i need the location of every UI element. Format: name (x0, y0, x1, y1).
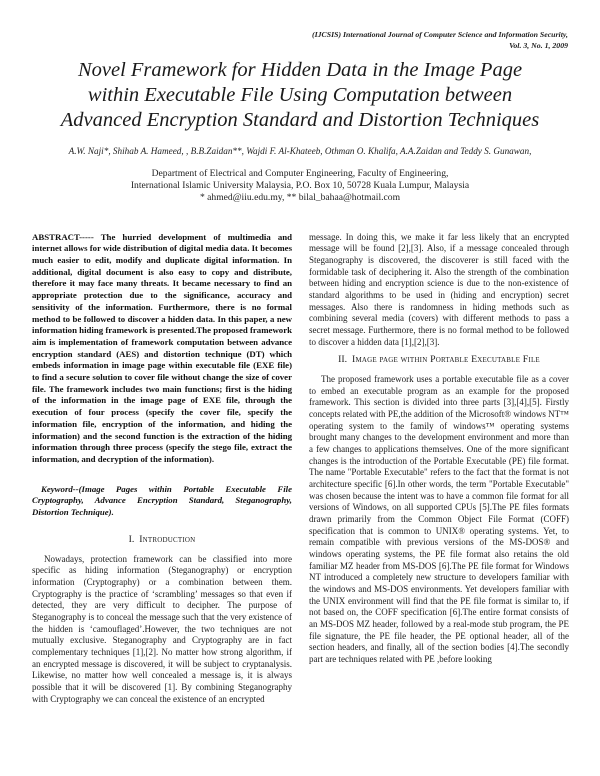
section-title: Introduction (139, 533, 196, 545)
affiliation-department: Department of Electrical and Computer Engineering, Faculty of Engineering, (151, 168, 449, 179)
affiliation-university: International Islamic University Malaysia, P.O. Box 10, 50728 Kuala Lumpur, Malaysia (130, 180, 470, 192)
journal-header (32, 30, 568, 51)
introduction-paragraph-continued: message. In doing this, we make it far less likely that an encrypted message will be found [2],[3]. Also, if a message concealed through Steganography is discovered, the discoverer is still faced with the formidable task of deciphering it. Also the strength of the combination between hiding and encryption science is due to the non-existence of standard algorithms to be used in (hiding and encryption) secret messages. Also there is randomness in hiding methods such as combining several media (covers) with different methods to pass a secret message. Furthermore, there is no formal method to be followed to discover a hidden data [1],[2],[3]. (309, 231, 569, 347)
abstract-text: The hurried development of multimedia and internet allows for wide distribution of digital media data. It becomes much easier to edit, modify and duplicate digital information. In additional, digital document is also easy to copy and distribute, therefore it may face many threats. It became necessary to find an appropriate protection due to the significance, accuracy and sensitivity of the information. Furthermore, there is no formal method to be followed to discover a hidden data. In this paper, a new information hiding framework is presented.The proposed framework aim is implementation of framework computation between advance encryption standard (AES) and distortion technique (DT) which embeds information in image page within executable file (EXE file) to find a secure solution to cover file without change the size of cover file. The framework includes two main functions; first is the hiding of the information in the image page of EXE file, through the execution of four process (specify the cover file, specify the information file, encryption of the information, and hiding the information) and the second function is the extraction of the hiding information through three process (specify the stego file, extract the information, and decryption of the information). (32, 231, 293, 464)
section-number: I. (128, 533, 135, 545)
two-column-body (32, 232, 568, 706)
image-page-paragraph: The proposed framework uses a portable executable file as a cover to embed an executable program as an example for the proposed framework. This section is divided into three parts [3],[4],[5]. Firstly concepts related with PE,the addition of the Microsoft® windows NT™ operating system to the family of windows™ operating systems brought many changes to the development environment and more than a few changes to applications themselves. One of the more significant changes is the introduction of the Portable Executable (PE) file format. The name "Portable Executable" refers to the fact that the format is not architecture specific [6].In other words, the term "Portable Executable" was chosen because the intent was to have a common file format for all versions of Windows, on all supported CPUs [5].The PE files formats drawn primarily from the Common Object File Format (COFF) specification that is common to UNIX® operating systems. Yet, to remain compatible with previous versions of the MS-DOS® and windows operating systems, the PE file format also retains the old familiar MZ header from MS-DOS [6].The PE file format for Windows NT introduced a completely new structure to developers familiar with the windows and MS-DOS environments. Yet developers familiar with the UNIX environment will find that the PE file format is similar to, if not based on, the COFF specification [6].The entire format consists of an MS-DOS MZ header, followed by a real-mode stub program, the PE file signature, the PE file header, the PE optional header, all of the section headers, and finally, all of the section bodies [4].The secondly part are techniques related with PE ,before looking (309, 374, 569, 664)
right-column (309, 232, 569, 706)
abstract-label: ABSTRACT----- (32, 231, 94, 242)
journal-name: (IJCSIS) International Journal of Computer Science and Information Security, (312, 30, 568, 39)
section-heading-introduction (32, 534, 292, 545)
section-heading-image-page (309, 354, 569, 365)
abstract-paragraph (32, 232, 292, 466)
section-number: II. (338, 354, 348, 366)
paper-title: Novel Framework for Hidden Data in the Image Page within Executable File Using Computation between Advanced Encryption Standard and Distortion Techniques (60, 59, 540, 131)
keywords-paragraph: Keyword--(Image Pages within Portable Executable File Cryptography, Advance Encryption Standard, Steganography, Distortion Technique). (32, 483, 292, 518)
authors-line: A.W. Naji*, Shihab A. Hameed, , B.B.Zaidan**, Wajdi F. Al-Khateeb, Othman O. Khalifa, A.A.Zaidan and Teddy S. Gunawan, (68, 146, 532, 156)
affiliation-emails: * ahmed@iiu.edu.my, ** bilal_bahaa@hotmail.com (199, 192, 401, 204)
affiliation-block (32, 168, 568, 205)
section-title: Image page within Portable Executable File (351, 354, 540, 366)
journal-volume-issue: Vol. 3, No. 1, 2009 (509, 40, 568, 50)
introduction-paragraph-left: Nowadays, protection framework can be classified into more specific as hiding information (Steganography) or encryption information (Cryptography) or a combination between them. Cryptography is the practice of ‘scrambling’ messages so that even if detected, they are very difficult to decipher. The purpose of Steganography is to conceal the message such that the very existence of the hidden is ‘camouflaged’.However, the two techniques are not mutually exclusive. Steganography and Cryptography are in fact complementary techniques [1],[2]. No matter how strong algorithm, if an encrypted message is discovered, it will be subject to cryptanalysis. Likewise, no matter how well concealed a message is, it is always possible that it will be discovered [1]. By combining Steganography with Cryptography we can conceal the existence of an encrypted (32, 553, 292, 704)
left-column (32, 232, 292, 706)
